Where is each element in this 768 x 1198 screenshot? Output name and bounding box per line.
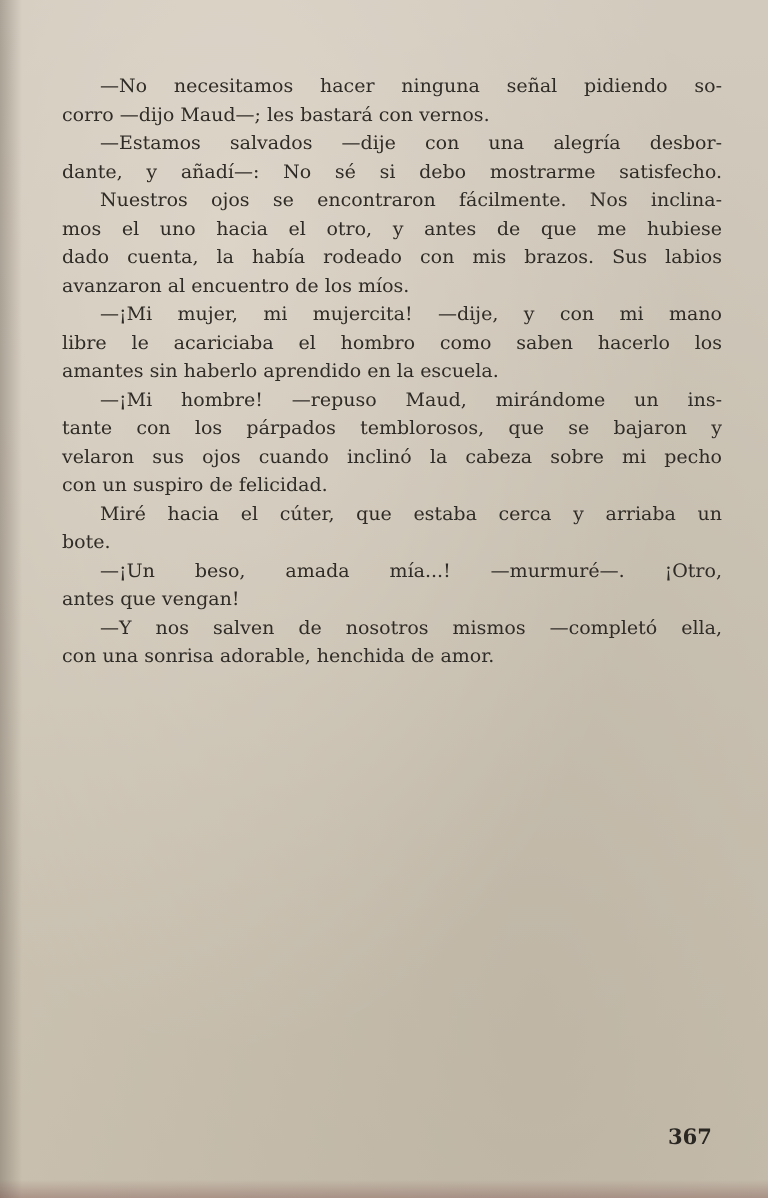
- text-line: velaron sus ojos cuando inclinó la cabeza sobre mi pecho: [62, 445, 722, 468]
- text-line: corro —dijo Maud—; les bastará con vernos.: [62, 103, 490, 126]
- text-line: mos el uno hacia el otro, y antes de que me hubiese: [62, 217, 722, 240]
- text-line: con un suspiro de felicidad.: [62, 474, 328, 496]
- text-line: Nuestros ojos se encontraron fácilmente. Nos inclina-: [100, 189, 722, 211]
- text-line: —Estamos salvados —dije con una alegría desbor-: [100, 132, 722, 154]
- text-line: Miré hacia el cúter, que estaba cerca y arriaba un: [100, 502, 722, 525]
- text-line: amantes sin haberlo aprendido en la escuela.: [62, 360, 499, 382]
- page-number: 367: [668, 1124, 712, 1149]
- text-line: —No necesitamos hacer ninguna señal pidiendo so-: [100, 75, 722, 97]
- text-line: avanzaron al encuentro de los míos.: [62, 274, 410, 297]
- text-line: —¡Mi mujer, mi mujercita! —dije, y con mi mano: [100, 303, 722, 325]
- page-bottom-shadow: [0, 1180, 768, 1198]
- text-line: con una sonrisa adorable, henchida de amor.: [62, 645, 495, 667]
- text-line: tante con los párpados temblorosos, que se bajaron y: [62, 417, 722, 439]
- text-line: —¡Mi hombre! —repuso Maud, mirándome un ins-: [100, 388, 722, 411]
- page-edge-shadow: [0, 0, 22, 1198]
- text-line: dante, y añadí—: No sé si debo mostrarme satisfecho.: [62, 160, 722, 183]
- body-text: [62, 72, 722, 671]
- text-line: libre le acariciaba el hombro como saben hacerlo los: [62, 331, 722, 354]
- text-line: antes que vengan!: [62, 588, 240, 610]
- text-line: bote.: [62, 531, 111, 553]
- text-line: dado cuenta, la había rodeado con mis brazos. Sus labios: [62, 246, 722, 268]
- text-line: —Y nos salven de nosotros mismos —completó ella,: [100, 616, 722, 639]
- text-line: —¡Un beso, amada mía...! —murmuré—. ¡Otro,: [100, 559, 722, 582]
